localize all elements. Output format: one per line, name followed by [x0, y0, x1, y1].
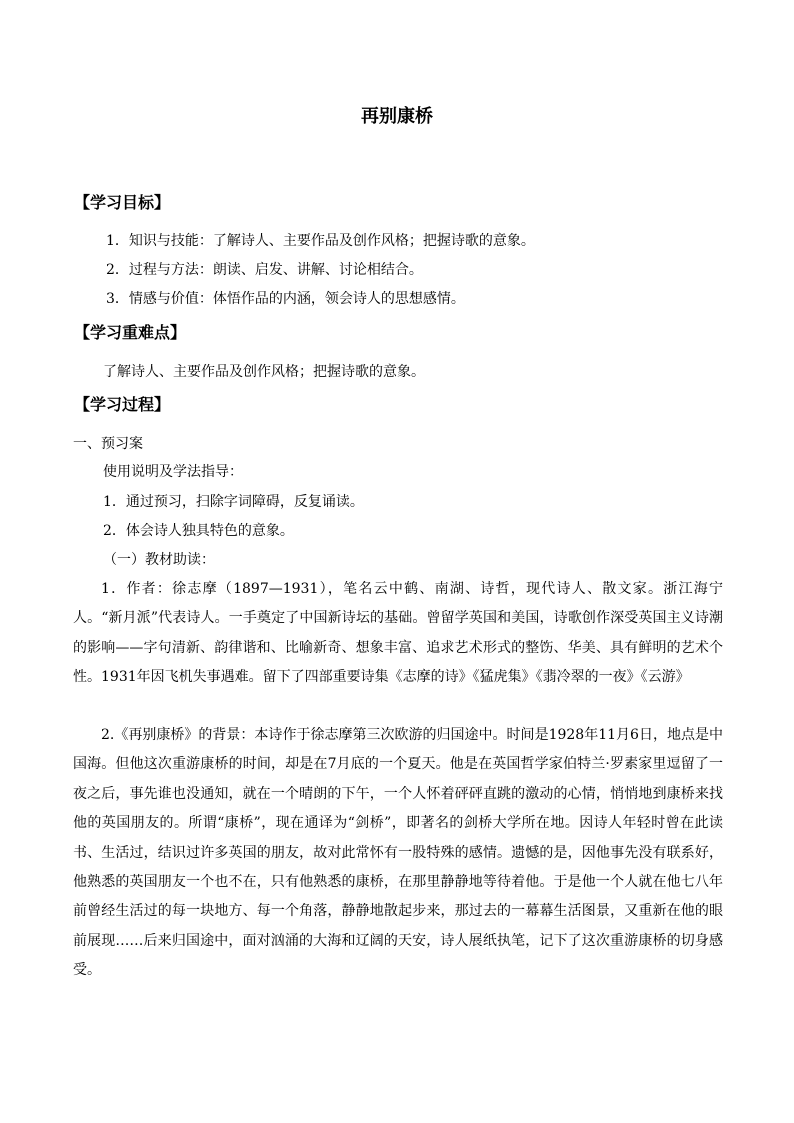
- section-preview-heading: 一、预习案: [73, 436, 143, 452]
- goals-heading: 【学习目标】: [74, 193, 171, 212]
- process-heading: 【学习过程】: [74, 395, 171, 414]
- usage-title: 使用说明及学法指导：: [103, 464, 243, 480]
- document-title: 再别康桥: [361, 106, 433, 127]
- keypoints-heading: 【学习重难点】: [74, 323, 187, 342]
- keypoints-text: 了解诗人、主要作品及创作风格；把握诗歌的意象。: [103, 364, 425, 380]
- textbook-aid-heading: （一）教材助读：: [103, 552, 215, 568]
- goal-item-2: 2．过程与方法：朗读、启发、讲解、讨论相结合。: [106, 262, 423, 278]
- goal-item-1: 1．知识与技能：了解诗人、主要作品及创作风格；把握诗歌的意象。: [106, 233, 535, 249]
- usage-item-1: 1．通过预习，扫除字词障碍，反复诵读。: [103, 494, 364, 510]
- background-paragraph: 2.《再别康桥》的背景：本诗作于徐志摩第三次欧游的归国途中。时间是1928年11月6日，地点是中国海。但他这次重游康桥的时间，却是在7月底的一个夏天。他是在英国哲学家伯特兰·罗素家里逗留了一夜之后，事先谁也没通知，就在一个晴朗的下午，一个人怀着砰砰直跳的激动的心情，悄悄地到康桥来找他的英国朋友的。所谓“康桥”，现在通译为“剑桥”，即著名的剑桥大学所在地。因诗人年轻时曾在此读书、生活过，结识过许多英国的朋友，故对此常怀有一股特殊的感情。遗憾的是，因他事先没有联系好，他熟悉的英国朋友一个也不在，只有他熟悉的康桥，在那里静静地等待着他。于是他一个人就在他七八年前曾经生活过的每一块地方、每一个角落，静静地散起步来，那过去的一幕幕生活图景，又重新在他的眼前展现……后来归国途中，面对汹涌的大海和辽阔的天安，诗人展纸执笔，记下了这次重游康桥的切身感受。: [73, 727, 723, 979]
- author-paragraph: 1．作者：徐志摩（1897—1931），笔名云中鹤、南湖、诗哲，现代诗人、散文家。浙江海宁人。“新月派”代表诗人。一手奠定了中国新诗坛的基础。曾留学英国和美国，诗歌创作深受英国主义诗潮的影响——字句清新、韵律谐和、比喻新奇、想象丰富、追求艺术形式的整饬、华美、具有鲜明的艺术个性。1931年因飞机失事遇难。留下了四部重要诗集《志摩的诗》《猛虎集》《翡冷翠的一夜》《云游》: [73, 581, 723, 686]
- usage-item-2: 2．体会诗人独具特色的意象。: [103, 523, 294, 539]
- goal-item-3: 3．情感与价值：体悟作品的内涵，领会诗人的思想感情。: [106, 291, 465, 307]
